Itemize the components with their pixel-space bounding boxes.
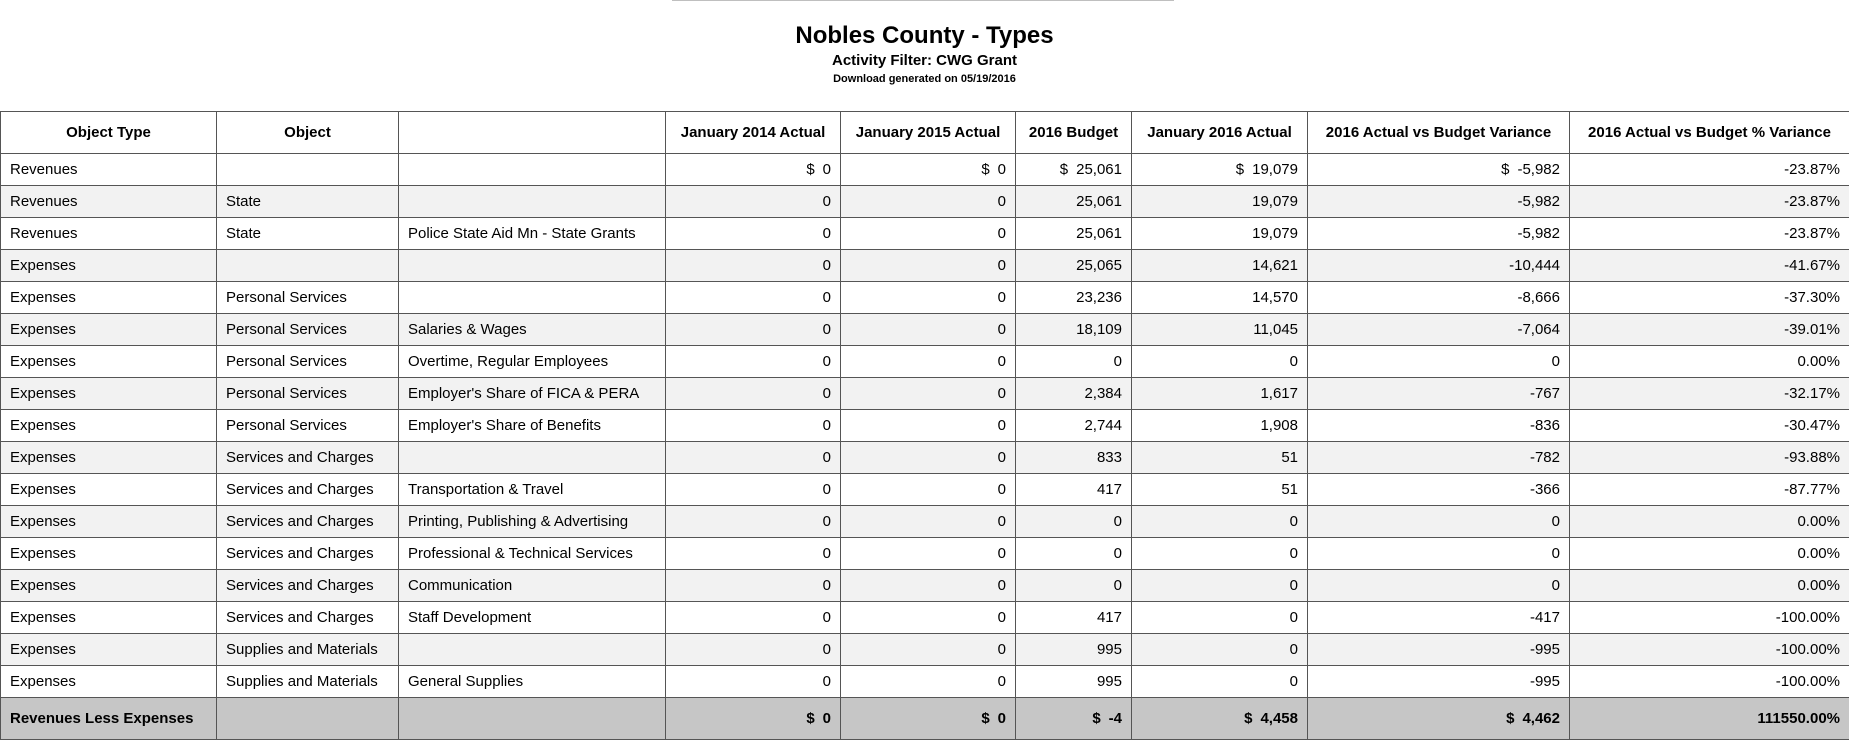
cell-object-type: Expenses bbox=[1, 410, 217, 442]
cell-object: Services and Charges bbox=[217, 570, 399, 602]
cell-detail: Transportation & Travel bbox=[399, 474, 666, 506]
total-row bbox=[1, 698, 1849, 740]
cell-pct-variance: 0.00% bbox=[1570, 538, 1849, 570]
table-row bbox=[1, 602, 1849, 634]
cell-pct-variance: -37.30% bbox=[1570, 282, 1849, 314]
currency-symbol: $ bbox=[806, 710, 815, 727]
cell-jan-2016: 14,570 bbox=[1132, 282, 1308, 314]
top-divider bbox=[672, 0, 1174, 1]
cell-pct-variance: 0.00% bbox=[1570, 346, 1849, 378]
cell-variance: -5,982 bbox=[1308, 218, 1570, 250]
cell-variance: -5,982 bbox=[1308, 186, 1570, 218]
col-object-type[interactable]: Object Type bbox=[1, 112, 217, 154]
col-2016-budget[interactable]: 2016 Budget bbox=[1016, 112, 1132, 154]
table-row bbox=[1, 250, 1849, 282]
currency-symbol: $ bbox=[1506, 710, 1515, 727]
table-row bbox=[1, 218, 1849, 250]
cell-jan-2015: 0 bbox=[841, 218, 1016, 250]
table-row bbox=[1, 378, 1849, 410]
currency-symbol: $ bbox=[806, 161, 815, 178]
cell-object-type: Revenues bbox=[1, 218, 217, 250]
cell-object: Services and Charges bbox=[217, 506, 399, 538]
cell-budget-2016: 417 bbox=[1016, 602, 1132, 634]
cell-variance: -8,666 bbox=[1308, 282, 1570, 314]
cell-object-type: Expenses bbox=[1, 282, 217, 314]
table-row bbox=[1, 506, 1849, 538]
cell-object: Services and Charges bbox=[217, 538, 399, 570]
cell-jan-2015: 0 bbox=[841, 506, 1016, 538]
cell-object-type: Expenses bbox=[1, 666, 217, 698]
cell-object: Personal Services bbox=[217, 346, 399, 378]
cell-object-type: Expenses bbox=[1, 346, 217, 378]
cell-jan-2014: 0 bbox=[666, 602, 841, 634]
cell-jan-2016: 0 bbox=[1132, 346, 1308, 378]
cell-object-type: Expenses bbox=[1, 506, 217, 538]
total-variance: $ 4,462 bbox=[1308, 698, 1570, 740]
currency-symbol: $ bbox=[981, 161, 990, 178]
table-row bbox=[1, 538, 1849, 570]
total-detail-cell bbox=[399, 698, 666, 740]
cell-budget-2016: 995 bbox=[1016, 634, 1132, 666]
cell-object-type: Expenses bbox=[1, 634, 217, 666]
cell-object-type: Expenses bbox=[1, 570, 217, 602]
total-jan-2015: $ 0 bbox=[841, 698, 1016, 740]
cell-object: Personal Services bbox=[217, 314, 399, 346]
cell-object-type: Expenses bbox=[1, 250, 217, 282]
col-jan-2016-actual[interactable]: January 2016 Actual bbox=[1132, 112, 1308, 154]
cell-object: State bbox=[217, 186, 399, 218]
cell-jan-2014: 0 bbox=[666, 282, 841, 314]
currency-symbol: $ bbox=[981, 710, 990, 727]
cell-detail bbox=[399, 442, 666, 474]
cell-object-type: Expenses bbox=[1, 602, 217, 634]
cell-variance: -7,064 bbox=[1308, 314, 1570, 346]
cell-jan-2016: 1,908 bbox=[1132, 410, 1308, 442]
cell-object: Personal Services bbox=[217, 410, 399, 442]
cell-detail bbox=[399, 154, 666, 186]
table-body bbox=[1, 154, 1849, 698]
total-pct-variance: 111550.00% bbox=[1570, 698, 1849, 740]
cell-variance: -836 bbox=[1308, 410, 1570, 442]
cell-object-type: Expenses bbox=[1, 442, 217, 474]
cell-jan-2016: 1,617 bbox=[1132, 378, 1308, 410]
cell-jan-2016: 14,621 bbox=[1132, 250, 1308, 282]
cell-object-type: Expenses bbox=[1, 538, 217, 570]
activity-filter: Activity Filter: CWG Grant bbox=[831, 52, 1018, 69]
cell-jan-2014: $ 0 bbox=[666, 154, 841, 186]
cell-object-type: Expenses bbox=[1, 378, 217, 410]
col-jan-2014-actual[interactable]: January 2014 Actual bbox=[666, 112, 841, 154]
cell-object: Personal Services bbox=[217, 282, 399, 314]
cell-jan-2014: 0 bbox=[666, 570, 841, 602]
cell-jan-2014: 0 bbox=[666, 218, 841, 250]
table-row bbox=[1, 634, 1849, 666]
cell-pct-variance: -32.17% bbox=[1570, 378, 1849, 410]
currency-symbol: $ bbox=[1059, 161, 1069, 178]
table-row bbox=[1, 282, 1849, 314]
cell-object: Services and Charges bbox=[217, 442, 399, 474]
cell-jan-2016: $ 19,079 bbox=[1132, 154, 1308, 186]
table-row bbox=[1, 666, 1849, 698]
table-row bbox=[1, 314, 1849, 346]
cell-jan-2016: 0 bbox=[1132, 506, 1308, 538]
cell-detail bbox=[399, 250, 666, 282]
cell-detail: Professional & Technical Services bbox=[399, 538, 666, 570]
cell-pct-variance: -100.00% bbox=[1570, 602, 1849, 634]
cell-pct-variance: -100.00% bbox=[1570, 666, 1849, 698]
cell-detail: General Supplies bbox=[399, 666, 666, 698]
cell-object bbox=[217, 250, 399, 282]
total-jan-2016: $ 4,458 bbox=[1132, 698, 1308, 740]
table-row bbox=[1, 570, 1849, 602]
cell-object-type: Expenses bbox=[1, 474, 217, 506]
cell-jan-2015: 0 bbox=[841, 186, 1016, 218]
report-title: Nobles County - Types bbox=[795, 22, 1054, 49]
cell-detail: Employer's Share of Benefits bbox=[399, 410, 666, 442]
cell-budget-2016: 25,061 bbox=[1016, 218, 1132, 250]
cell-jan-2014: 0 bbox=[666, 474, 841, 506]
report-header bbox=[0, 22, 1849, 86]
cell-jan-2014: 0 bbox=[666, 250, 841, 282]
cell-jan-2016: 0 bbox=[1132, 666, 1308, 698]
cell-jan-2016: 19,079 bbox=[1132, 218, 1308, 250]
cell-pct-variance: -93.88% bbox=[1570, 442, 1849, 474]
cell-budget-2016: $ 25,061 bbox=[1016, 154, 1132, 186]
cell-jan-2015: 0 bbox=[841, 410, 1016, 442]
cell-object-type: Revenues bbox=[1, 154, 217, 186]
cell-jan-2014: 0 bbox=[666, 186, 841, 218]
cell-variance: $ -5,982 bbox=[1308, 154, 1570, 186]
cell-budget-2016: 0 bbox=[1016, 506, 1132, 538]
cell-jan-2015: 0 bbox=[841, 442, 1016, 474]
cell-jan-2015: $ 0 bbox=[841, 154, 1016, 186]
col-object[interactable]: Object bbox=[217, 112, 399, 154]
cell-object-type: Expenses bbox=[1, 314, 217, 346]
cell-variance: 0 bbox=[1308, 346, 1570, 378]
cell-budget-2016: 0 bbox=[1016, 538, 1132, 570]
cell-object: State bbox=[217, 218, 399, 250]
cell-budget-2016: 417 bbox=[1016, 474, 1132, 506]
currency-symbol: $ bbox=[1244, 710, 1253, 727]
table-row bbox=[1, 474, 1849, 506]
cell-detail: Overtime, Regular Employees bbox=[399, 346, 666, 378]
cell-variance: -417 bbox=[1308, 602, 1570, 634]
total-label: Revenues Less Expenses bbox=[1, 698, 217, 740]
cell-variance: -782 bbox=[1308, 442, 1570, 474]
cell-jan-2016: 51 bbox=[1132, 474, 1308, 506]
cell-detail bbox=[399, 634, 666, 666]
cell-detail: Employer's Share of FICA & PERA bbox=[399, 378, 666, 410]
cell-object: Supplies and Materials bbox=[217, 666, 399, 698]
table-row bbox=[1, 442, 1849, 474]
cell-detail bbox=[399, 282, 666, 314]
cell-pct-variance: -23.87% bbox=[1570, 218, 1849, 250]
cell-object: Services and Charges bbox=[217, 474, 399, 506]
table-row bbox=[1, 154, 1849, 186]
cell-object: Personal Services bbox=[217, 378, 399, 410]
cell-jan-2014: 0 bbox=[666, 634, 841, 666]
cell-detail bbox=[399, 186, 666, 218]
cell-jan-2014: 0 bbox=[666, 538, 841, 570]
cell-jan-2015: 0 bbox=[841, 282, 1016, 314]
budget-table bbox=[0, 111, 1849, 740]
cell-variance: 0 bbox=[1308, 570, 1570, 602]
col-pct-variance[interactable]: 2016 Actual vs Budget % Variance bbox=[1570, 112, 1849, 154]
currency-symbol: $ bbox=[1501, 161, 1510, 178]
col-jan-2015-actual[interactable]: January 2015 Actual bbox=[841, 112, 1016, 154]
currency-symbol: $ bbox=[1235, 161, 1245, 178]
cell-variance: 0 bbox=[1308, 506, 1570, 538]
cell-detail: Printing, Publishing & Advertising bbox=[399, 506, 666, 538]
cell-jan-2015: 0 bbox=[841, 346, 1016, 378]
cell-object bbox=[217, 154, 399, 186]
cell-budget-2016: 2,384 bbox=[1016, 378, 1132, 410]
cell-jan-2016: 19,079 bbox=[1132, 186, 1308, 218]
cell-jan-2015: 0 bbox=[841, 602, 1016, 634]
cell-jan-2015: 0 bbox=[841, 634, 1016, 666]
cell-pct-variance: -39.01% bbox=[1570, 314, 1849, 346]
cell-jan-2015: 0 bbox=[841, 314, 1016, 346]
cell-jan-2015: 0 bbox=[841, 666, 1016, 698]
cell-jan-2016: 51 bbox=[1132, 442, 1308, 474]
cell-jan-2014: 0 bbox=[666, 442, 841, 474]
cell-detail: Salaries & Wages bbox=[399, 314, 666, 346]
cell-variance: -10,444 bbox=[1308, 250, 1570, 282]
col-detail[interactable] bbox=[399, 112, 666, 154]
cell-jan-2014: 0 bbox=[666, 410, 841, 442]
cell-pct-variance: -23.87% bbox=[1570, 186, 1849, 218]
cell-variance: -767 bbox=[1308, 378, 1570, 410]
cell-jan-2016: 0 bbox=[1132, 602, 1308, 634]
cell-variance: 0 bbox=[1308, 538, 1570, 570]
cell-variance: -995 bbox=[1308, 634, 1570, 666]
cell-jan-2014: 0 bbox=[666, 506, 841, 538]
cell-pct-variance: -30.47% bbox=[1570, 410, 1849, 442]
cell-budget-2016: 25,065 bbox=[1016, 250, 1132, 282]
total-budget-2016: $ -4 bbox=[1016, 698, 1132, 740]
cell-budget-2016: 833 bbox=[1016, 442, 1132, 474]
cell-pct-variance: -23.87% bbox=[1570, 154, 1849, 186]
download-date: Download generated on 05/19/2016 bbox=[833, 73, 1016, 85]
cell-budget-2016: 18,109 bbox=[1016, 314, 1132, 346]
cell-variance: -366 bbox=[1308, 474, 1570, 506]
cell-jan-2014: 0 bbox=[666, 346, 841, 378]
cell-jan-2016: 0 bbox=[1132, 570, 1308, 602]
cell-pct-variance: -41.67% bbox=[1570, 250, 1849, 282]
cell-pct-variance: -87.77% bbox=[1570, 474, 1849, 506]
cell-jan-2014: 0 bbox=[666, 314, 841, 346]
cell-pct-variance: 0.00% bbox=[1570, 570, 1849, 602]
cell-jan-2015: 0 bbox=[841, 378, 1016, 410]
cell-budget-2016: 0 bbox=[1016, 346, 1132, 378]
cell-jan-2016: 0 bbox=[1132, 538, 1308, 570]
cell-jan-2015: 0 bbox=[841, 538, 1016, 570]
cell-jan-2015: 0 bbox=[841, 570, 1016, 602]
cell-object: Supplies and Materials bbox=[217, 634, 399, 666]
cell-budget-2016: 995 bbox=[1016, 666, 1132, 698]
total-object-cell bbox=[217, 698, 399, 740]
table-row bbox=[1, 410, 1849, 442]
cell-jan-2014: 0 bbox=[666, 666, 841, 698]
cell-budget-2016: 23,236 bbox=[1016, 282, 1132, 314]
table-header-row bbox=[1, 112, 1849, 154]
cell-budget-2016: 2,744 bbox=[1016, 410, 1132, 442]
cell-object: Services and Charges bbox=[217, 602, 399, 634]
cell-variance: -995 bbox=[1308, 666, 1570, 698]
cell-budget-2016: 25,061 bbox=[1016, 186, 1132, 218]
total-jan-2014: $ 0 bbox=[666, 698, 841, 740]
cell-pct-variance: -100.00% bbox=[1570, 634, 1849, 666]
cell-jan-2016: 0 bbox=[1132, 634, 1308, 666]
table-row bbox=[1, 346, 1849, 378]
cell-object-type: Revenues bbox=[1, 186, 217, 218]
currency-symbol: $ bbox=[1092, 710, 1101, 727]
cell-detail: Communication bbox=[399, 570, 666, 602]
cell-pct-variance: 0.00% bbox=[1570, 506, 1849, 538]
cell-detail: Police State Aid Mn - State Grants bbox=[399, 218, 666, 250]
cell-jan-2016: 11,045 bbox=[1132, 314, 1308, 346]
col-variance[interactable]: 2016 Actual vs Budget Variance bbox=[1308, 112, 1570, 154]
cell-detail: Staff Development bbox=[399, 602, 666, 634]
cell-jan-2014: 0 bbox=[666, 378, 841, 410]
cell-jan-2015: 0 bbox=[841, 250, 1016, 282]
cell-budget-2016: 0 bbox=[1016, 570, 1132, 602]
table-row bbox=[1, 186, 1849, 218]
cell-jan-2015: 0 bbox=[841, 474, 1016, 506]
